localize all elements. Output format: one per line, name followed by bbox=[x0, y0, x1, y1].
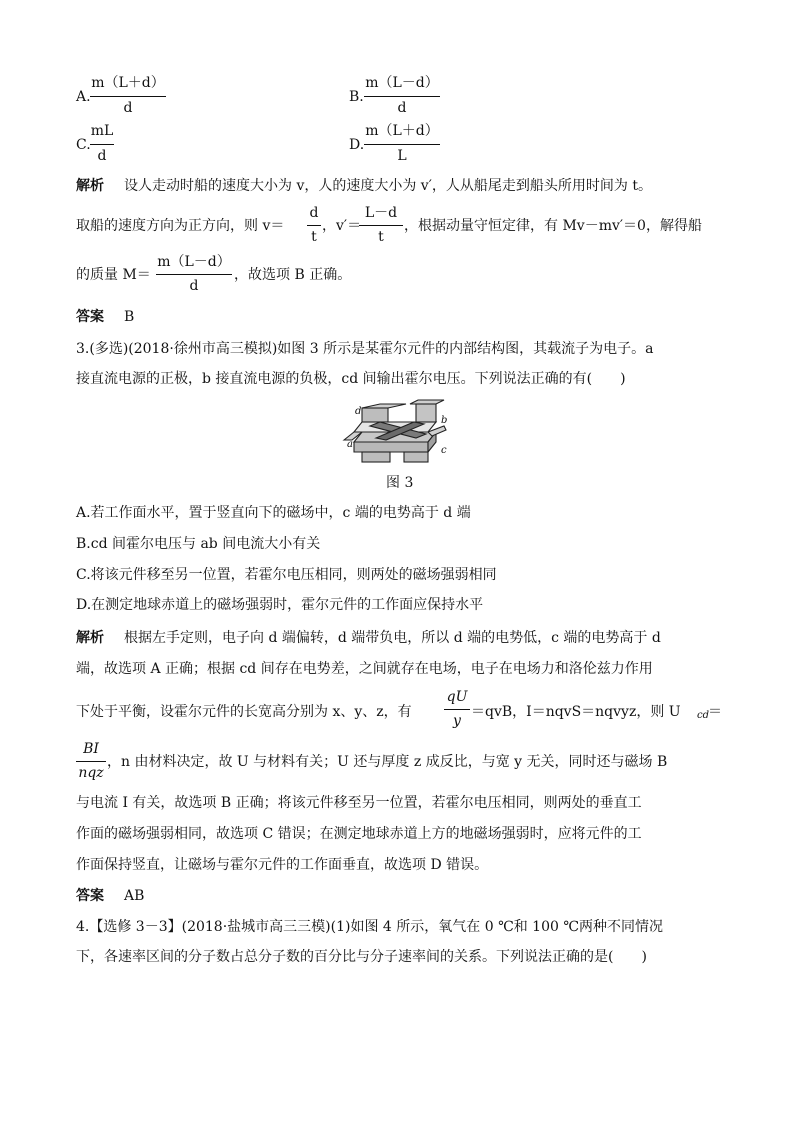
analysis-line: ，根据动量守恒定律，有 Mv－mv′＝0，解得船 bbox=[404, 218, 702, 234]
option-b-numerator: m（L－d） bbox=[365, 75, 439, 91]
analysis-label: 解析 bbox=[76, 178, 104, 194]
fraction-bar bbox=[90, 144, 114, 145]
label-b: b bbox=[441, 415, 448, 426]
analysis-line: ＝ bbox=[708, 704, 722, 720]
analysis-line: 作面的磁场强弱相同，故选项 C 错误；在测定地球赤道上方的地磁场强弱时，应将元件的工 bbox=[76, 826, 642, 842]
figure-caption: 图 3 bbox=[386, 475, 414, 491]
analysis-line: ，故选项 B 正确。 bbox=[234, 267, 352, 283]
analysis-line: ，n 由材料决定，故 U 与材料有关；U 还与厚度 z 成反比，与宽 y 无关，同时还与磁场 B bbox=[107, 754, 668, 770]
label-c: c bbox=[441, 445, 447, 456]
fraction-denominator: d bbox=[189, 278, 199, 294]
fraction-bar bbox=[307, 225, 321, 226]
fraction-numerator: m（L－d） bbox=[157, 254, 231, 270]
analysis-line: 根据左手定则，电子向 d 端偏转，d 端带负电，所以 d 端的电势低，c 端的电势高于 d bbox=[124, 630, 661, 646]
option-a-denominator: d bbox=[123, 100, 133, 116]
fraction-bar bbox=[444, 709, 470, 710]
fraction-denominator: t bbox=[378, 229, 384, 245]
option-a-fraction bbox=[90, 76, 166, 118]
option-d: D.在测定地球赤道上的磁场强弱时，霍尔元件的工作面应保持水平 bbox=[76, 597, 484, 613]
fraction-numerator: L－d bbox=[364, 205, 398, 221]
analysis-line: 端，故选项 A 正确；根据 cd 间存在电势差，之间就存在电场，电子在电场力和洛伦兹力作用 bbox=[76, 661, 653, 677]
option-a-prefix: A. bbox=[76, 89, 91, 105]
answer-value: B bbox=[124, 309, 135, 325]
option-b-denominator: d bbox=[397, 100, 407, 116]
fraction-numerator: BI bbox=[83, 741, 99, 757]
fraction-l-minus-d-over-t bbox=[359, 206, 403, 248]
label-d: d bbox=[355, 406, 362, 417]
analysis-line: ＝qvB，I＝nqvS＝nqvyz，则 U bbox=[471, 704, 681, 720]
option-d-fraction bbox=[364, 124, 440, 166]
analysis-line: 取船的速度方向为正方向，则 v＝ bbox=[76, 218, 285, 234]
option-a-numerator: m（L＋d） bbox=[91, 75, 165, 91]
fraction-denominator: nqz bbox=[78, 765, 104, 781]
question-stem: 4.【选修 3－3】(2018·盐城市高三三模)(1)如图 4 所示，氧气在 0 ℃和 100 ℃两种不同情况 bbox=[76, 919, 664, 935]
option-c-prefix: C. bbox=[76, 137, 91, 153]
analysis-label: 解析 bbox=[76, 630, 104, 646]
fraction-denominator: y bbox=[453, 713, 461, 729]
answer-value: AB bbox=[124, 888, 145, 904]
fraction-qu-over-y bbox=[444, 690, 470, 732]
label-a: a bbox=[347, 439, 353, 450]
fraction-bi-over-nqz bbox=[76, 742, 106, 784]
fraction-bar bbox=[364, 96, 440, 97]
fraction-bar bbox=[364, 144, 440, 145]
option-c-numerator: mL bbox=[90, 123, 114, 139]
answer-label: 答案 bbox=[76, 888, 104, 904]
analysis-line: 与电流 I 有关，故选项 B 正确；将该元件移至另一位置，若霍尔电压相同，则两处的垂直工 bbox=[76, 795, 642, 811]
option-b: B.cd 间霍尔电压与 ab 间电流大小有关 bbox=[76, 536, 321, 552]
fraction-d-over-t bbox=[307, 206, 321, 248]
fraction-numerator: d bbox=[309, 205, 319, 221]
fraction-bar bbox=[76, 761, 106, 762]
option-c-denominator: d bbox=[97, 148, 107, 164]
option-d-numerator: m（L＋d） bbox=[365, 123, 439, 139]
fraction-bar bbox=[359, 225, 403, 226]
analysis-line: ，v′＝ bbox=[322, 218, 362, 234]
option-b-fraction bbox=[364, 76, 440, 118]
analysis-line: 的质量 M＝ bbox=[76, 267, 151, 283]
fraction-numerator: qU bbox=[446, 689, 468, 705]
option-b-prefix: B. bbox=[349, 89, 364, 105]
option-c-fraction bbox=[90, 124, 114, 166]
analysis-line: 作面保持竖直，让磁场与霍尔元件的工作面垂直，故选项 D 错误。 bbox=[76, 857, 489, 873]
option-d-prefix: D. bbox=[349, 137, 365, 153]
fraction-bar bbox=[156, 274, 232, 275]
option-d-denominator: L bbox=[397, 148, 407, 164]
fraction-mass bbox=[156, 255, 232, 297]
option-c: C.将该元件移至另一位置，若霍尔电压相同，则两处的磁场强弱相同 bbox=[76, 567, 497, 583]
analysis-line: 下处于平衡，设霍尔元件的长宽高分别为 x、y、z，有 bbox=[76, 704, 412, 720]
fraction-bar bbox=[90, 96, 166, 97]
analysis-line: 设人走动时船的速度大小为 v，人的速度大小为 v′，人从船尾走到船头所用时间为 t。 bbox=[124, 178, 652, 194]
question-stem: 下，各速率区间的分子数占总分子数的百分比与分子速率间的关系。下列说法正确的是( ) bbox=[76, 949, 647, 965]
fraction-denominator: t bbox=[311, 229, 317, 245]
subscript-cd: cd bbox=[697, 710, 710, 721]
answer-label: 答案 bbox=[76, 309, 104, 325]
question-stem: 3.(多选)(2018·徐州市高三模拟)如图 3 所示是某霍尔元件的内部结构图，其载流子为电子。a bbox=[76, 341, 654, 357]
option-a: A.若工作面水平，置于竖直向下的磁场中，c 端的电势高于 d 端 bbox=[76, 505, 471, 521]
question-stem: 接直流电源的正极，b 接直流电源的负极，cd 间输出霍尔电压。下列说法正确的有( ) bbox=[76, 371, 626, 387]
